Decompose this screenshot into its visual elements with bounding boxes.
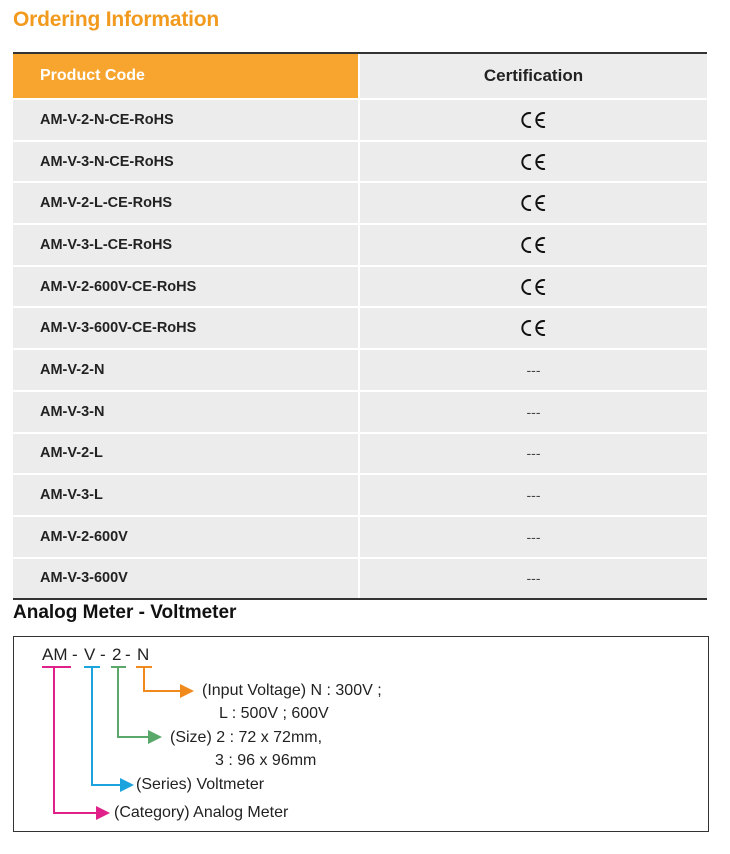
- category-label: (Category) Analog Meter: [114, 804, 289, 821]
- product-code-cell: AM-V-2-N-CE-RoHS: [13, 100, 358, 140]
- table-row: [13, 432, 707, 474]
- code-v: V: [84, 645, 96, 664]
- code-diagram: [13, 636, 709, 832]
- page-title: Ordering Information: [13, 8, 220, 31]
- product-code-cell: AM-V-3-N-CE-RoHS: [13, 142, 358, 182]
- product-code-cell: AM-V-2-L-CE-RoHS: [13, 183, 358, 223]
- code-am: AM: [42, 645, 68, 664]
- size-arrow-icon: [148, 730, 162, 744]
- table-row: [13, 473, 707, 515]
- input-voltage-label-2: L : 500V ; 600V: [219, 705, 329, 722]
- certification-cell: ---: [358, 475, 707, 515]
- product-code-cell: AM-V-3-600V: [13, 559, 358, 599]
- product-code-cell: AM-V-2-600V: [13, 517, 358, 557]
- ce-mark-icon: [358, 183, 707, 223]
- certification-cell: ---: [358, 559, 707, 599]
- certification-cell: ---: [358, 434, 707, 474]
- table-row: [13, 223, 707, 265]
- header-certification: Certification: [358, 54, 707, 98]
- series-arrow-icon: [120, 778, 134, 792]
- header-product-code: Product Code: [13, 54, 358, 98]
- category-line: [42, 667, 96, 813]
- table-row: [13, 265, 707, 307]
- product-code-cell: AM-V-3-N: [13, 392, 358, 432]
- ce-mark-icon: [358, 308, 707, 348]
- table-row: [13, 140, 707, 182]
- code-2: 2: [112, 645, 122, 664]
- voltage-arrow-icon: [180, 684, 194, 698]
- series-line: [84, 667, 120, 785]
- code-dash-1: -: [72, 645, 78, 664]
- code-dash-2: -: [100, 645, 106, 664]
- ce-mark-icon: [358, 100, 707, 140]
- table-row: [13, 557, 707, 599]
- product-code-cell: AM-V-2-L: [13, 434, 358, 474]
- table-row: [13, 98, 707, 140]
- code-dash-3: -: [125, 645, 131, 664]
- table-row: [13, 181, 707, 223]
- product-code-cell: AM-V-3-L: [13, 475, 358, 515]
- table-row: [13, 515, 707, 557]
- section-title: Analog Meter - Voltmeter: [13, 602, 237, 623]
- code-n: N: [137, 645, 150, 664]
- table-row: [13, 306, 707, 348]
- ce-mark-icon: [358, 225, 707, 265]
- table-body: [13, 98, 707, 598]
- certification-cell: ---: [358, 517, 707, 557]
- size-label-2: 3 : 96 x 96mm: [215, 752, 317, 769]
- input-voltage-label: (Input Voltage) N : 300V ;: [202, 682, 382, 699]
- diagram-arrows: [14, 637, 708, 831]
- series-label: (Series) Voltmeter: [136, 776, 265, 793]
- ordering-table: [13, 52, 707, 600]
- table-row: [13, 348, 707, 390]
- certification-cell: ---: [358, 392, 707, 432]
- size-label: (Size) 2 : 72 x 72mm,: [170, 729, 323, 746]
- ce-mark-icon: [358, 267, 707, 307]
- size-line: [111, 667, 148, 737]
- table-header: [13, 54, 707, 98]
- product-code-cell: AM-V-2-N: [13, 350, 358, 390]
- category-arrow-icon: [96, 806, 110, 820]
- voltage-line: [136, 667, 180, 691]
- product-code-cell: AM-V-3-600V-CE-RoHS: [13, 308, 358, 348]
- ce-mark-icon: [358, 142, 707, 182]
- table-row: [13, 390, 707, 432]
- product-code-cell: AM-V-2-600V-CE-RoHS: [13, 267, 358, 307]
- certification-cell: ---: [358, 350, 707, 390]
- product-code-cell: AM-V-3-L-CE-RoHS: [13, 225, 358, 265]
